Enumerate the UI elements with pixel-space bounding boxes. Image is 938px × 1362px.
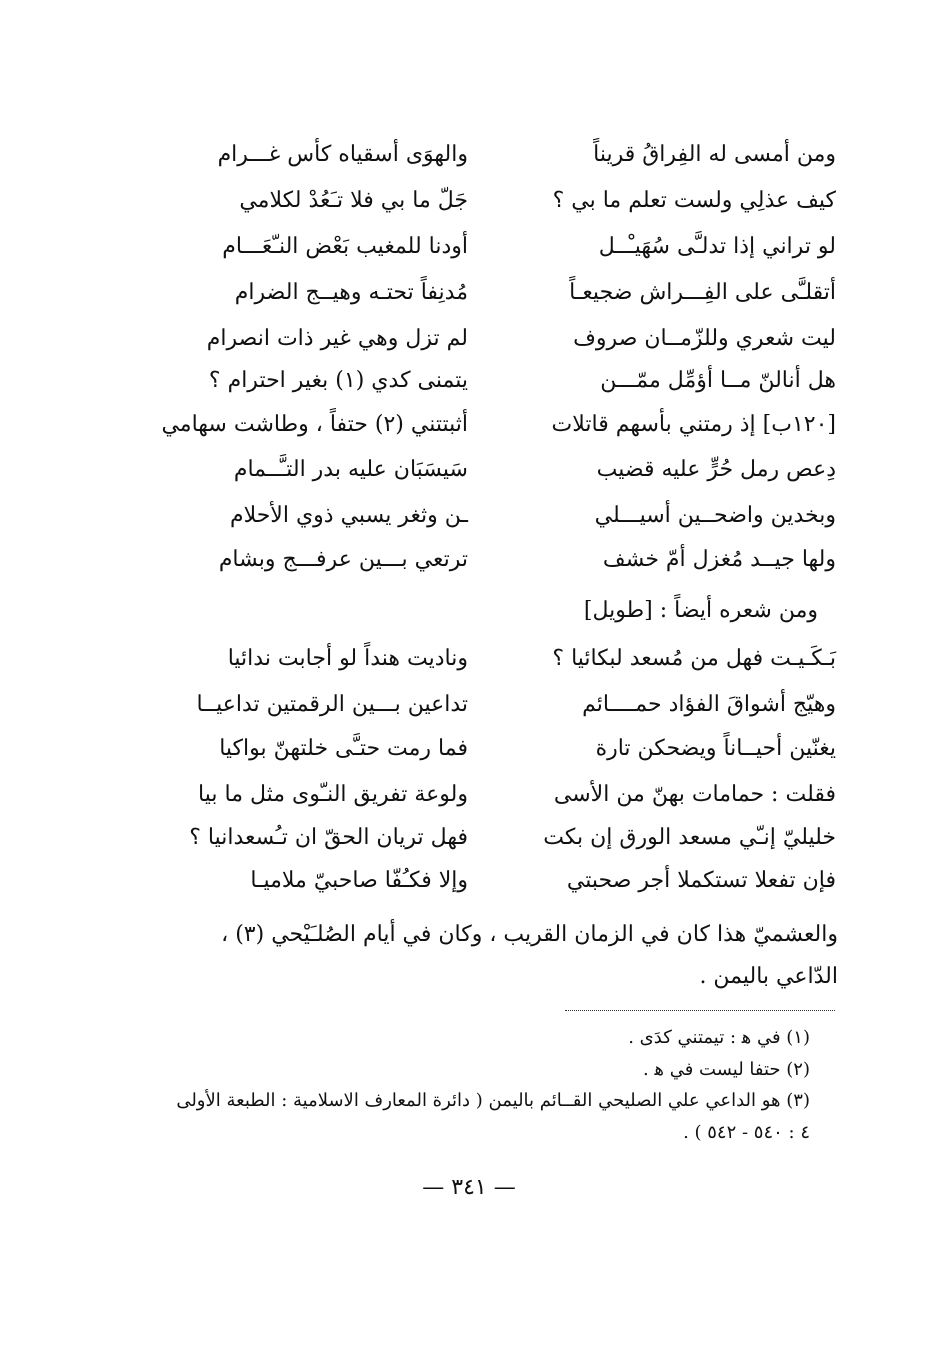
- verse-hemistich-right: فإن تفعلا تستكملا أجر صحبتي: [566, 868, 836, 893]
- verse-hemistich-left: ـن وثغر يسبي ذوي الأحلام: [229, 503, 468, 528]
- verse-hemistich-left: جَلّ ما بي فلا تـَعُدْ لكلامي: [239, 188, 468, 213]
- verse-hemistich-right: هل أنالنّ مــا أؤمِّل ممّـــن: [600, 368, 836, 393]
- verse-hemistich-right: وبخدين واضحــين أسيـــلي: [594, 503, 836, 528]
- verse-hemistich-left: أثبتتني (٢) حتفاً ، وطاشت سهامي: [161, 412, 468, 437]
- verse-hemistich-right: [١٢٠ب] إذ رمتني بأسهم قاتلات: [551, 412, 836, 437]
- prose-line: والعشميّ هذا كان في الزمان القريب ، وكان في أيام الصُلـَيْحي (٣) ،: [221, 922, 838, 947]
- verse-hemistich-left: وناديت هنداً لو أجابت ندائيا: [227, 646, 468, 671]
- verse-hemistich-right: ومن أمسى له الفِراقُ قريناً: [593, 142, 836, 167]
- poem-intro: ومن شعره أيضاً : [طويل]: [583, 598, 818, 623]
- verse-hemistich-left: ولوعة تفريق النـّوى مثل ما بيا: [198, 782, 468, 807]
- verse-hemistich-right: وهيّج أشواقَ الفؤاد حمــــائم: [582, 692, 836, 717]
- verse-hemistich-right: كيف عذلِي ولست تعلم ما بي ؟: [552, 188, 836, 213]
- verse-hemistich-left: لم تزل وهي غير ذات انصرام: [206, 326, 468, 351]
- verse-hemistich-right: خليليّ إنـّي مسعد الورق إن بكت: [543, 825, 836, 850]
- verse-hemistich-left: سَيسَبَان عليه بدر التـَّــمام: [233, 457, 468, 482]
- page-number: — ٣٤١ —: [422, 1175, 516, 1200]
- prose-line: الدّاعي باليمن .: [699, 964, 838, 989]
- footnote: (٢) حتفا ليست في ﻫ .: [643, 1059, 810, 1080]
- verse-hemistich-left: يتمنى كدي (١) بغير احترام ؟: [208, 368, 468, 393]
- verse-hemistich-left: وإلا فكـُفّا صاحبيّ ملاميـا: [250, 868, 468, 893]
- footnote: ٤ : ٥٤٠ - ٥٤٢ ) .: [683, 1122, 810, 1143]
- footnote-separator: [565, 1010, 835, 1011]
- verse-hemistich-right: ولها جيــد مُغزل أمّ خشف: [602, 547, 836, 572]
- verse-hemistich-left: فهل تريان الحقّ ان تـُسعدانيا ؟: [189, 825, 468, 850]
- footnote: (٣) هو الداعي علي الصليحي القــائم باليمن ( دائرة المعارف الاسلامية : الطبعة الأولى: [176, 1090, 810, 1111]
- verse-hemistich-left: تداعين بـــين الرقمتين تداعيــا: [196, 692, 468, 717]
- verse-hemistich-right: ليت شعري وللزّمــان صروف: [573, 326, 836, 351]
- verse-hemistich-right: لو تراني إذا تدلـَّى سُهَيـْــل: [598, 234, 836, 259]
- verse-hemistich-left: والهوَى أسقياه كأس غـــرام: [217, 142, 468, 167]
- verse-hemistich-right: أتقلـَّى على الفِـــراش ضجيعـاً: [569, 280, 836, 305]
- verse-hemistich-left: فما رمت حتـَّى خلتهنّ بواكيا: [219, 736, 468, 761]
- verse-hemistich-left: مُدنِفاً تحتـه وهيــج الضرام: [234, 280, 468, 305]
- verse-hemistich-right: بَـكَـيـت فهل من مُسعد لبكائيا ؟: [552, 646, 836, 671]
- verse-hemistich-right: فقلت : حمامات بهنّ من الأسى: [553, 782, 836, 807]
- verse-hemistich-right: يغنّين أحيــاناً ويضحكن تارة: [595, 736, 836, 761]
- footnote: (١) في ﻫ : تيمتني كدَى .: [628, 1027, 810, 1048]
- verse-hemistich-left: ترتعي بـــين عرفـــج وبشام: [218, 547, 468, 572]
- verse-hemistich-left: أودنا للمغيب بَعْض النـّعَـــام: [222, 234, 468, 259]
- verse-hemistich-right: دِعص رمل حُرٍّ عليه قضيب: [596, 457, 836, 482]
